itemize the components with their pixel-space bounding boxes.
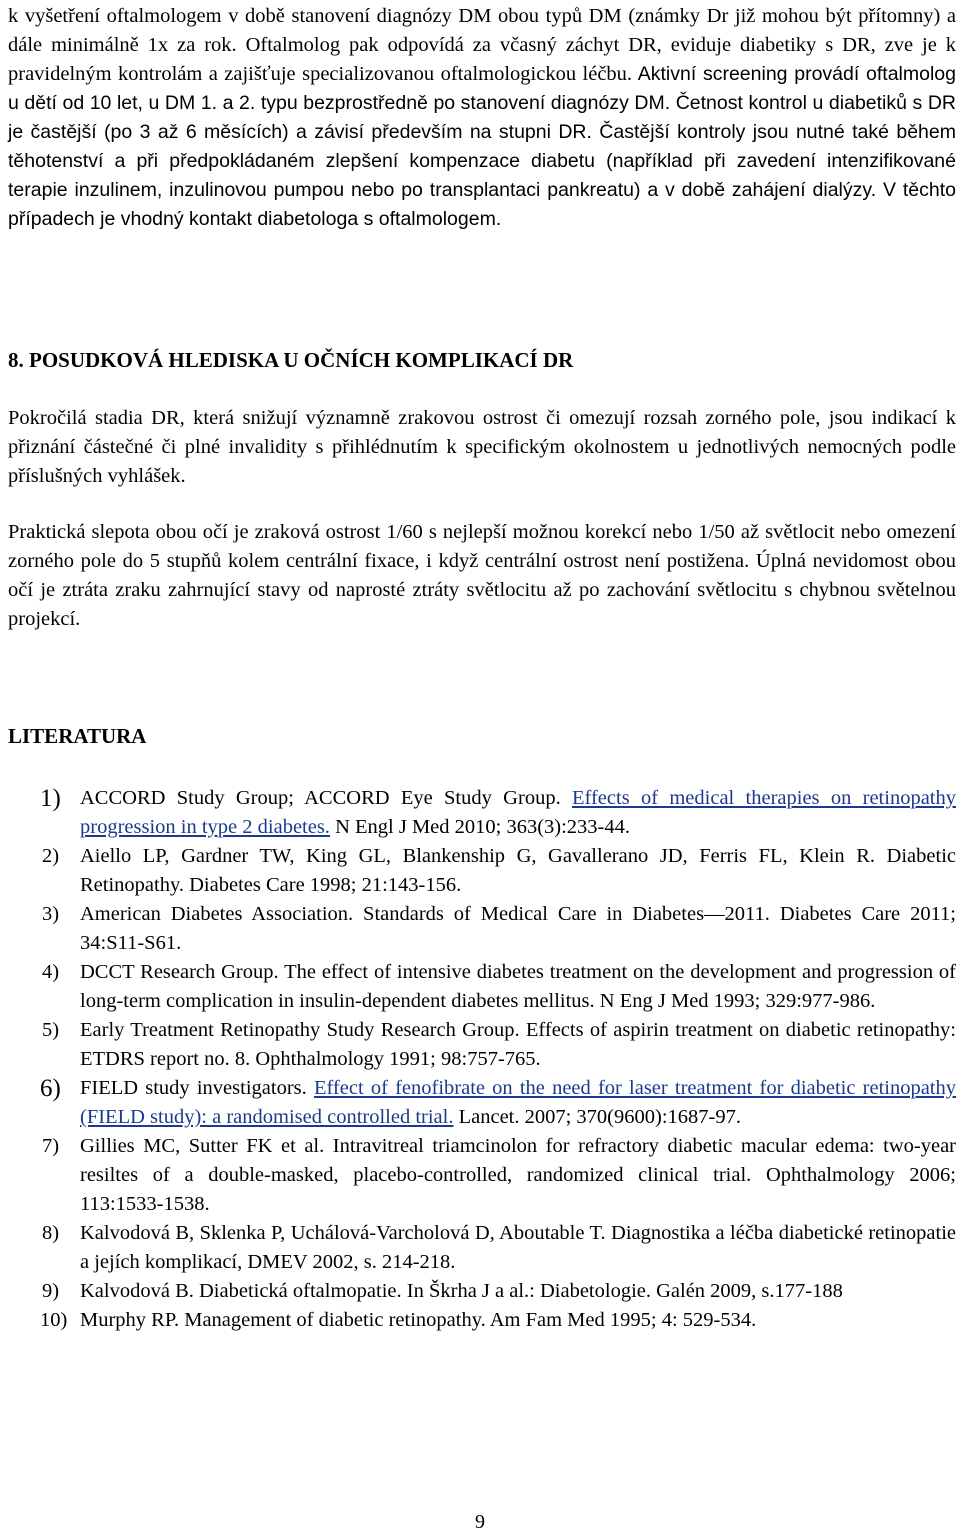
reference-item [0, 900, 960, 958]
intro-paragraph [8, 2, 956, 234]
reference-text: Murphy RP. Management of diabetic retinopathy. Am Fam Med 1995; 4: 529-534. [80, 1309, 757, 1331]
reference-text: American Diabetes Association. Standards of Medical Care in Diabetes—2011. Diabetes Care 2011; 34:S11-S61. [80, 903, 956, 954]
reference-item [0, 1306, 960, 1335]
reference-text: DCCT Research Group. The effect of intensive diabetes treatment on the development and progression of long-term complication in insulin-dependent diabetes mellitus. N Eng J Med 1993; 329:977-986. [80, 961, 956, 1012]
literature-heading: LITERATURA [8, 724, 147, 748]
reference-number: 6) [40, 1075, 61, 1102]
reference-text: Kalvodová B. Diabetická oftalmopatie. In Škrha J a al.: Diabetologie. Galén 2009, s.177-188 [80, 1280, 843, 1302]
reference-number: 5) [42, 1019, 60, 1041]
intro-paragraph-part2: Aktivní screening provádí oftalmolog u dětí od 10 let, u DM 1. a 2. typu bezprostředně po stanovení diagnózy DM. Četnost kontrol u diabetiků s DR je častější (po 3 až 6 měsících) a závisí především na stupni DR. Častější kontroly jsou nutné také během těhotenství a při předpokládaném zlepšení kompenzace diabetu (například při zavedení intenzifikované terapie inzulinem, inzulinovou pumpou nebo po transplantaci pankreatu) a v době zahájení dialýzy. V těchto případech je vhodný kontakt diabetologa s oftalmologem. [8, 63, 956, 230]
reference-number: 4) [42, 961, 60, 983]
reference-item [0, 842, 960, 900]
reference-text: Gillies MC, Sutter FK et al. Intravitreal triamcinolon for refractory diabetic macular edema: two-year resiltes of a double-masked, placebo-controlled, randomized clinical trial. Ophthalmology 2006; 113:1533-1538. [80, 1135, 956, 1215]
reference-number: 9) [42, 1280, 60, 1302]
reference-number: 3) [42, 903, 60, 925]
reference-item [0, 1016, 960, 1074]
reference-text: Early Treatment Retinopathy Study Research Group. Effects of aspirin treatment on diabetic retinopathy: ETDRS report no. 8. Ophthalmology 1991; 98:757-765. [80, 1019, 956, 1070]
reference-item: 1) ACCORD Study Group; ACCORD Eye Study Group. Effects of medical therapies on retinopathy progression in type 2 diabetes. N Engl J Med 2010; 363(3):233-44. [40, 785, 956, 838]
reference-link[interactable]: Effect of fenofibrate on the need for laser treatment for diabetic retinopathy (FIELD study): a randomised controlled trial. [80, 1077, 957, 1128]
section-8-paragraph-1: Pokročilá stadia DR, která snižují významně zrakovou ostrost či omezují rozsah zorného pole, jsou indikací k přiznání částečné či plné invalidity s přihlédnutím k specifickým okolnostem u jednotlivých nemocných podle příslušných vyhlášek. [8, 407, 956, 487]
reference-item: 6) FIELD study investigators. Effect of fenofibrate on the need for laser treatment for diabetic retinopathy (FIELD study): a randomised controlled trial. Lancet. 2007; 370(9600):1687-97. [40, 1075, 957, 1128]
intro-paragraph-part1: k vyšetření oftalmologem v době stanovení diagnózy DM obou typů DM (známky Dr již mohou být přítomny) a dále minimálně 1x za rok. Oftalmolog pak odpovídá za včasný záchyt DR, eviduje diabetiky s DR, zve je k pravidelným kontrolám a zajišťuje specializovanou oftalmologickou léčbu. [8, 5, 956, 85]
reference-number: 10) [40, 1309, 68, 1331]
reference-item [0, 1132, 960, 1219]
reference-item [0, 1219, 960, 1277]
reference-link[interactable]: Effects of medical therapies on retinopathy progression in type 2 diabetes. [80, 787, 956, 838]
section-8-heading: 8. POSUDKOVÁ HLEDISKA U OČNÍCH KOMPLIKACÍ DR [8, 348, 574, 372]
section-8-paragraph-2: Praktická slepota obou očí je zraková ostrost 1/60 s nejlepší možnou korekcí nebo 1/50 až světlocit nebo omezení zorného pole do 5 stupňů kolem centrální fixace, i když centrální ostrost není postižena. Úplná nevidomost obou očí je ztráta zraku zahrnující stavy od naprosté ztráty světlocitu až po zachování světlocitu s chybnou světelnou projekcí. [8, 521, 956, 630]
reference-text: Kalvodová B, Sklenka P, Uchálová-Varcholová D, Aboutable T. Diagnostika a léčba diabetické retinopatie a jejích komplikací, DMEV 2002, s. 214-218. [80, 1222, 956, 1273]
reference-number: 2) [42, 845, 60, 867]
reference-item [0, 958, 960, 1016]
page-number: 9 [475, 1511, 485, 1533]
reference-list [0, 784, 960, 1335]
reference-number: 8) [42, 1222, 60, 1244]
reference-number: 7) [42, 1135, 60, 1157]
reference-item [0, 1277, 960, 1306]
reference-text: Aiello LP, Gardner TW, King GL, Blankenship G, Gavallerano JD, Ferris FL, Klein R. Diabetic Retinopathy. Diabetes Care 1998; 21:143-156. [80, 845, 956, 896]
reference-number: 1) [40, 785, 61, 812]
